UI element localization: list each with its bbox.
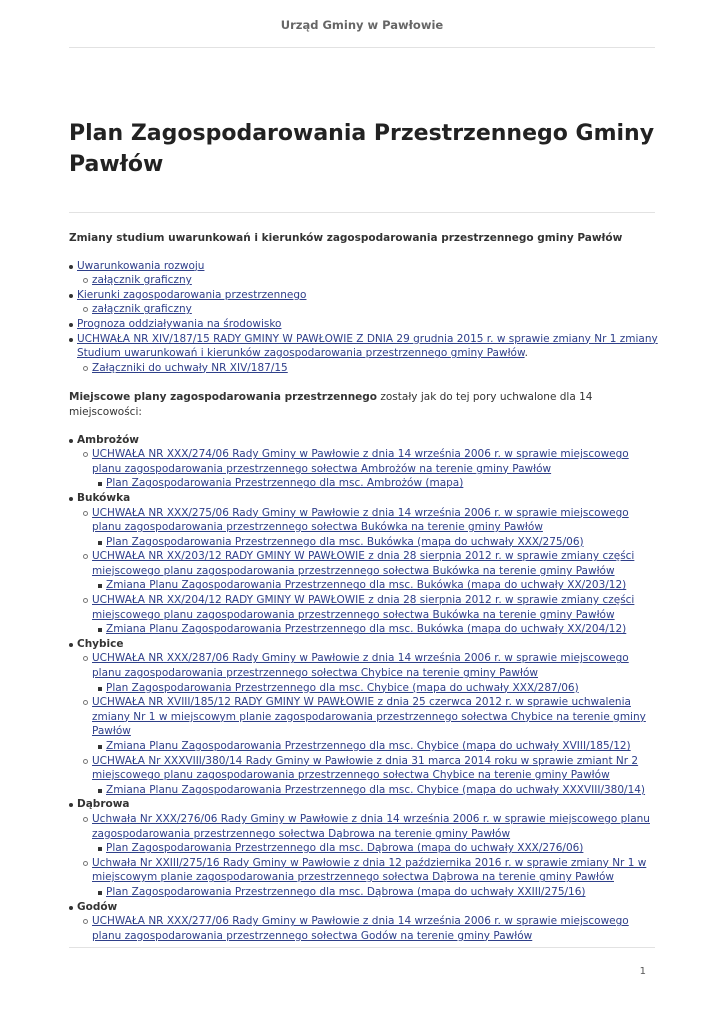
village-item <box>77 797 659 899</box>
resolution-link[interactable]: UCHWAŁA NR XXX/274/06 Rady Gminy w Pawłowie z dnia 14 września 2006 r. w sprawie miejscowego planu zagospodarowania przestrzennego sołectwa Ambrożów na terenie gminy Pawłów <box>92 448 629 475</box>
studium-link[interactable]: Uwarunkowania rozwoju <box>77 259 205 272</box>
maps-list <box>92 681 659 696</box>
map-link[interactable]: Plan Zagospodarowania Przestrzennego dla msc. Dąbrowa (mapa do uchwały XXX/276/06) <box>106 842 584 855</box>
village-name: Dąbrowa <box>77 798 130 811</box>
studium-item <box>77 259 659 288</box>
plans-intro-bold: Miejscowe plany zagospodarowania przestrzennego <box>69 391 378 404</box>
village-name: Ambrożów <box>77 433 140 446</box>
maps-list <box>92 476 659 491</box>
map-link[interactable]: Zmiana Planu Zagospodarowania Przestrzennego dla msc. Chybice (mapa do uchwały XXXVIII/380/14) <box>106 783 646 796</box>
studium-heading: Zmiany studium uwarunkowań i kierunków zagospodarowania przestrzennego gminy Pawłów <box>69 232 623 244</box>
plans-intro-text: zostały jak do tej pory uchwalone dla 14 miejscowości: <box>69 391 593 418</box>
map-item <box>106 885 659 900</box>
map-item <box>106 622 659 637</box>
resolution-link[interactable]: Uchwała Nr XXX/276/06 Rady Gminy w Pawłowie z dnia 14 września 2006 r. w sprawie miejscowego planu zagospodarowania przestrzennego sołectwa Dąbrowa na terenie gminy Pawłów <box>92 812 650 840</box>
attachment-link[interactable]: załącznik graficzny <box>92 274 192 287</box>
studium-item <box>77 317 659 332</box>
village-name: Bukówka <box>77 491 131 504</box>
studium-link[interactable]: Prognoza oddziaływania na środowisko <box>77 317 282 330</box>
page-title: Plan Zagospodarowania Przestrzennego Gminy Pawłów <box>69 121 655 177</box>
resolution-link[interactable]: UCHWAŁA NR XX/204/12 RADY GMINY W PAWŁOWIE z dnia 28 sierpnia 2012 r. w sprawie zmiany części miejscowego planu zagospodarowania przestrzennego sołectwa Bukówka na terenie gminy Pawłów <box>92 594 635 621</box>
map-item <box>106 783 659 798</box>
resolution-link[interactable]: UCHWAŁA NR XXX/275/06 Rady Gminy w Pawłowie z dnia 14 września 2006 r. w sprawie miejscowego planu zagospodarowania przestrzennego sołectwa Bukówka na terenie gminy Pawłów <box>92 506 629 534</box>
article-content <box>69 231 659 943</box>
studium-subitem <box>92 273 659 288</box>
plans-intro <box>69 390 659 419</box>
village-name: Godów <box>77 900 118 913</box>
page-number: 1 <box>639 966 646 977</box>
studium-subitem <box>92 361 659 376</box>
resolutions-list <box>77 914 659 943</box>
resolution-item <box>92 914 659 943</box>
map-item <box>106 841 659 856</box>
resolution-link[interactable]: UCHWAŁA NR XX/203/12 RADY GMINY W PAWŁOWIE z dnia 28 sierpnia 2012 r. w sprawie zmiany części miejscowego planu zagospodarowania przestrzennego sołectwa Bukówka na terenie gminy Pawłów <box>92 550 635 577</box>
maps-list <box>92 885 659 900</box>
maps-list <box>92 622 659 637</box>
resolution-item <box>92 447 659 491</box>
maps-list <box>92 783 659 798</box>
studium-sublist <box>77 361 659 376</box>
map-link[interactable]: Plan Zagospodarowania Przestrzennego dla msc. Dąbrowa (mapa do uchwały XXIII/275/16) <box>106 885 586 898</box>
map-item <box>106 535 659 550</box>
resolution-item <box>92 549 659 593</box>
village-name: Chybice <box>77 637 124 650</box>
village-item <box>77 637 659 798</box>
resolution-item <box>92 695 659 753</box>
map-link[interactable]: Zmiana Planu Zagospodarowania Przestrzennego dla msc. Bukówka (mapa do uchwały XX/203/12) <box>106 579 627 592</box>
map-link[interactable]: Plan Zagospodarowania Przestrzennego dla msc. Ambrożów (mapa) <box>106 477 464 490</box>
studium-list <box>69 259 659 376</box>
studium-item <box>77 288 659 317</box>
village-item <box>77 433 659 491</box>
resolution-link[interactable]: UCHWAŁA NR XXX/287/06 Rady Gminy w Pawłowie z dnia 14 września 2006 r. w sprawie miejscowego planu zagospodarowania przestrzennego sołectwa Chybice na terenie gminy Pawłów <box>92 652 629 680</box>
resolution-item <box>92 812 659 856</box>
village-item <box>77 900 659 944</box>
attachment-link[interactable]: załącznik graficzny <box>92 303 192 316</box>
map-item <box>106 739 659 754</box>
resolution-link[interactable]: UCHWAŁA NR XVIII/185/12 RADY GMINY W PAWŁOWIE z dnia 25 czerwca 2012 r. w sprawie uchwalenia zmiany Nr 1 w miejscowym planie zagospodarowania przestrzennego sołectwa Chybice na terenie gminy Pawłów <box>92 696 646 738</box>
site-title: Urząd Gminy w Pawłowie <box>280 18 444 32</box>
resolutions-list <box>77 447 659 491</box>
map-item <box>106 476 659 491</box>
resolution-item <box>92 856 659 900</box>
studium-sublist <box>77 302 659 317</box>
site-header <box>69 14 655 48</box>
maps-list <box>92 739 659 754</box>
map-link[interactable]: Plan Zagospodarowania Przestrzennego dla msc. Chybice (mapa do uchwały XXX/287/06) <box>106 681 579 694</box>
resolutions-list <box>77 812 659 900</box>
resolution-item <box>92 651 659 695</box>
studium-item <box>77 332 659 376</box>
resolutions-list <box>77 651 659 797</box>
village-item <box>77 491 659 637</box>
resolution-link[interactable]: Uchwała Nr XXIII/275/16 Rady Gminy w Pawłowie z dnia 12 października 2016 r. w sprawie zmiany Nr 1 w miejscowym planie zagospodarowania przestrzennego sołectwa Dąbrowa na terenie gminy Pawłów <box>92 856 647 884</box>
resolutions-list <box>77 506 659 637</box>
studium-link[interactable]: UCHWAŁA NR XIV/187/15 RADY GMINY W PAWŁOWIE Z DNIA 29 grudnia 2015 r. w sprawie zmiany Nr 1 zmiany Studium uwarunkowań i kierunków zagospodarowania przestrzennego gminy Pawłów <box>77 332 658 360</box>
studium-sublist <box>77 273 659 288</box>
maps-list <box>92 578 659 593</box>
resolution-item <box>92 593 659 637</box>
resolution-link[interactable]: UCHWAŁA Nr XXXVIII/380/14 Rady Gminy w Pawłowie z dnia 31 marca 2014 roku w sprawie zmiant Nr 2 miejscowego planu zagospodarowania przestrzennego sołectwa Chybice na terenie gminy Pawłów <box>92 754 639 782</box>
map-link[interactable]: Plan Zagospodarowania Przestrzennego dla msc. Bukówka (mapa do uchwały XXX/275/06) <box>106 535 584 548</box>
maps-list <box>92 535 659 550</box>
resolution-item <box>92 506 659 550</box>
attachment-link[interactable]: Załączniki do uchwały NR XIV/187/15 <box>92 361 288 374</box>
title-divider <box>69 212 655 213</box>
resolution-item <box>92 754 659 798</box>
maps-list <box>92 841 659 856</box>
map-link[interactable]: Zmiana Planu Zagospodarowania Przestrzennego dla msc. Chybice (mapa do uchwały XVIII/185/12) <box>106 740 631 752</box>
studium-link[interactable]: Kierunki zagospodarowania przestrzennego <box>77 288 307 301</box>
map-item <box>106 681 659 696</box>
resolution-link[interactable]: UCHWAŁA NR XXX/277/06 Rady Gminy w Pawłowie z dnia 14 września 2006 r. w sprawie miejscowego planu zagospodarowania przestrzennego sołectwa Godów na terenie gminy Pawłów <box>92 915 629 942</box>
studium-subitem <box>92 302 659 317</box>
footer-divider <box>69 947 655 948</box>
villages-list <box>69 433 659 944</box>
map-item <box>106 578 659 593</box>
map-link[interactable]: Zmiana Planu Zagospodarowania Przestrzennego dla msc. Bukówka (mapa do uchwały XX/204/12) <box>106 623 627 636</box>
studium-suffix: . <box>524 347 528 360</box>
